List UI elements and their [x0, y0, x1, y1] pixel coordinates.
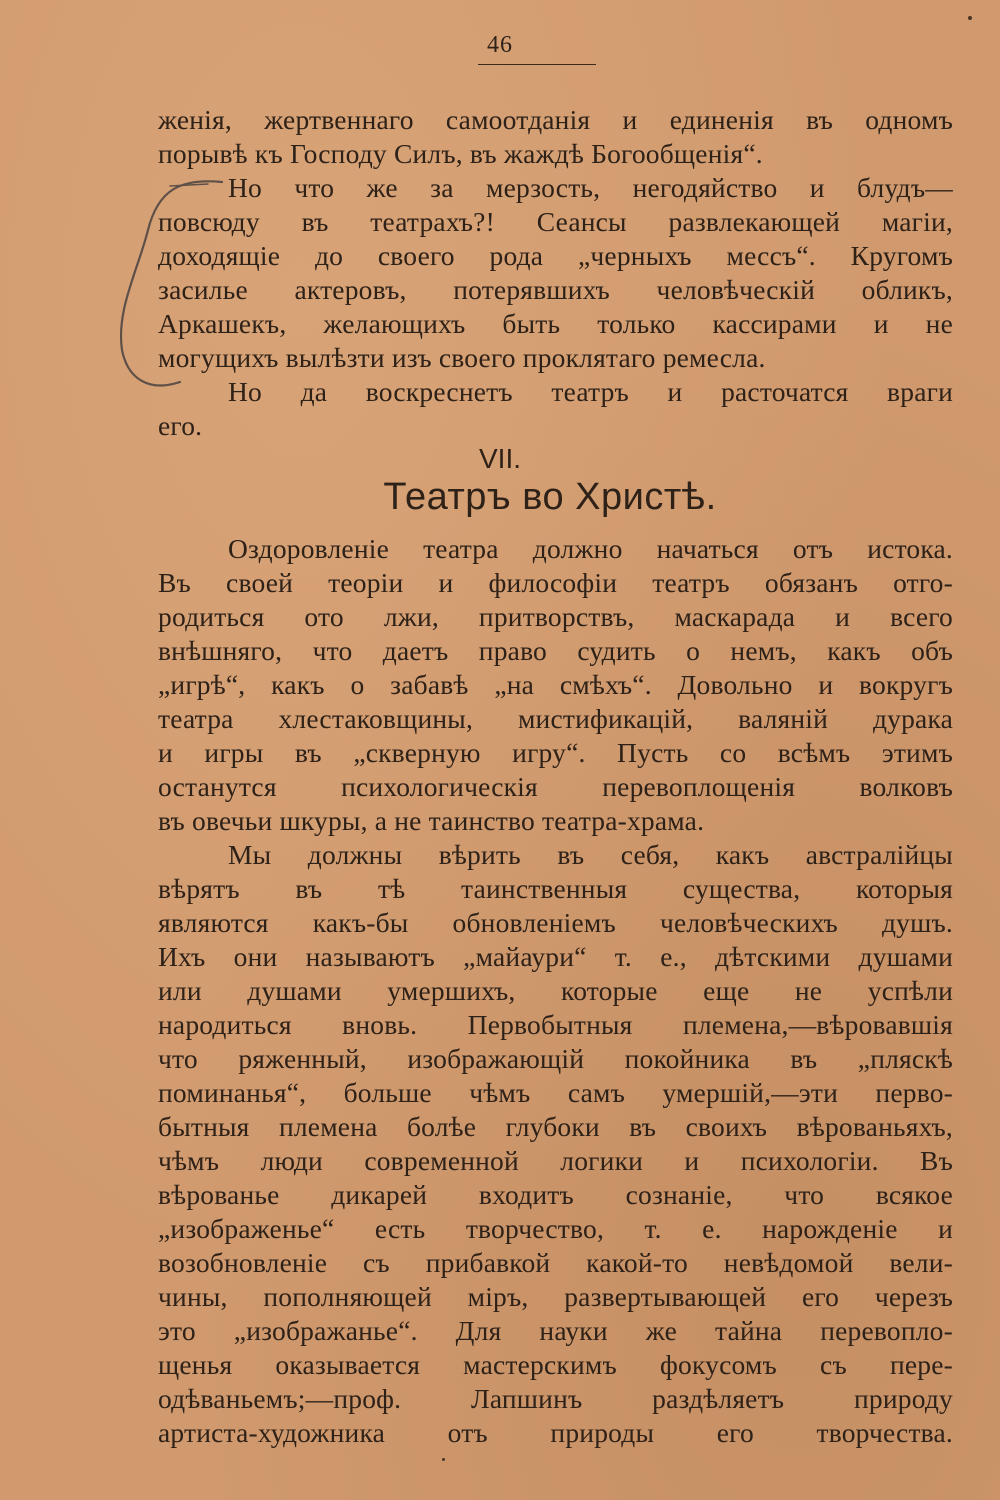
- text-line: родиться ото лжи, притворствъ, маскарада и всего: [158, 601, 953, 632]
- text-line: и игры въ „скверную игру“. Пусть со всѣмъ этимъ: [158, 737, 953, 768]
- text-line: Аркашекъ, желающихъ быть только кассирами и не: [158, 308, 953, 339]
- text-line: артиста-художника отъ природы его творчества.: [158, 1417, 953, 1448]
- text-line: или душами умершихъ, которые еще не успѣли: [158, 975, 953, 1006]
- section-title: Театръ во Христѣ.: [383, 476, 717, 518]
- text-line: бытныя племена болѣе глубоки въ своихъ вѣрованьяхъ,: [158, 1111, 953, 1142]
- text-line: чѣмъ люди современной логики и психологіи. Въ: [158, 1145, 953, 1176]
- text-line: являются какъ-бы обновленіемъ человѣческихъ душъ.: [158, 907, 953, 938]
- text-line: „игрѣ“, какъ о забавѣ „на смѣхъ“. Довольно и вокругъ: [158, 669, 953, 700]
- text-line: поминанья“, больше чѣмъ самъ умершій,—эти перво-: [158, 1077, 953, 1108]
- text-line: останутся психологическія перевоплощенія волковъ: [158, 771, 953, 802]
- text-line: женія, жертвеннаго самоотданія и единенія въ одномъ: [158, 104, 953, 135]
- text-line: Ихъ они называютъ „майаури“ т. е., дѣтскими душами: [158, 941, 953, 972]
- text-line: Въ своей теоріи и философіи театръ обязанъ отго-: [158, 567, 953, 598]
- paper-speck: [968, 16, 972, 20]
- text-line: Мы должны вѣрить въ себя, какъ австралійцы: [228, 839, 953, 870]
- text-line: народиться вновь. Первобытныя племена,—вѣровавшія: [158, 1009, 953, 1040]
- text-line: чины, пополняющей міръ, развертывающей его черезъ: [158, 1281, 953, 1312]
- text-line: Но да воскреснетъ театръ и расточатся враги: [228, 376, 953, 407]
- text-line: въ овечьи шкуры, а не таинство театра-храма.: [158, 805, 705, 836]
- text-line: одѣваньемъ;—проф. Лапшинъ раздѣляетъ природу: [158, 1383, 953, 1414]
- text-line: что ряженный, изображающій покойника въ „пляскѣ: [158, 1043, 953, 1074]
- text-line: вѣрованье дикарей входитъ сознаніе, что всякое: [158, 1179, 953, 1210]
- page-number-rule: [478, 64, 596, 65]
- text-line: „изображенье“ есть творчество, т. е. нарожденіе и: [158, 1213, 953, 1244]
- text-line: повсюду въ театрахъ?! Сеансы развлекающей магіи,: [158, 206, 953, 237]
- text-line: театра хлестаковщины, мистификацій, валяній дурака: [158, 703, 953, 734]
- text-line: возобновленіе съ прибавкой какой-то невѣдомой вели-: [158, 1247, 953, 1278]
- section-number: VII.: [478, 443, 521, 474]
- text-line: вѣрятъ въ тѣ таинственныя существа, которыя: [158, 873, 953, 904]
- text-line: доходящіе до своего рода „черныхъ мессъ“. Кругомъ: [158, 240, 953, 271]
- text-line: порывѣ къ Господу Силъ, въ жаждѣ Богообщенія“.: [158, 138, 763, 169]
- text-line: его.: [158, 410, 203, 441]
- text-line: это „изображанье“. Для науки же тайна перевопло-: [158, 1315, 953, 1346]
- text-line: Оздоровленіе театра должно начаться отъ истока.: [228, 533, 953, 564]
- paper-speck: [442, 1458, 445, 1461]
- text-line: Но что же за мерзость, негодяйство и блудъ—: [228, 172, 953, 203]
- text-line: внѣшняго, что даетъ право судить о немъ, какъ объ: [158, 635, 953, 666]
- text-line: могущихъ вылѣзти изъ своего проклятаго ремесла.: [158, 342, 766, 373]
- page-number: 46: [487, 32, 513, 58]
- text-line: щенья оказывается мастерскимъ фокусомъ съ пере-: [158, 1349, 953, 1380]
- text-line: засилье актеровъ, потерявшихъ человѣческій обликъ,: [158, 274, 953, 305]
